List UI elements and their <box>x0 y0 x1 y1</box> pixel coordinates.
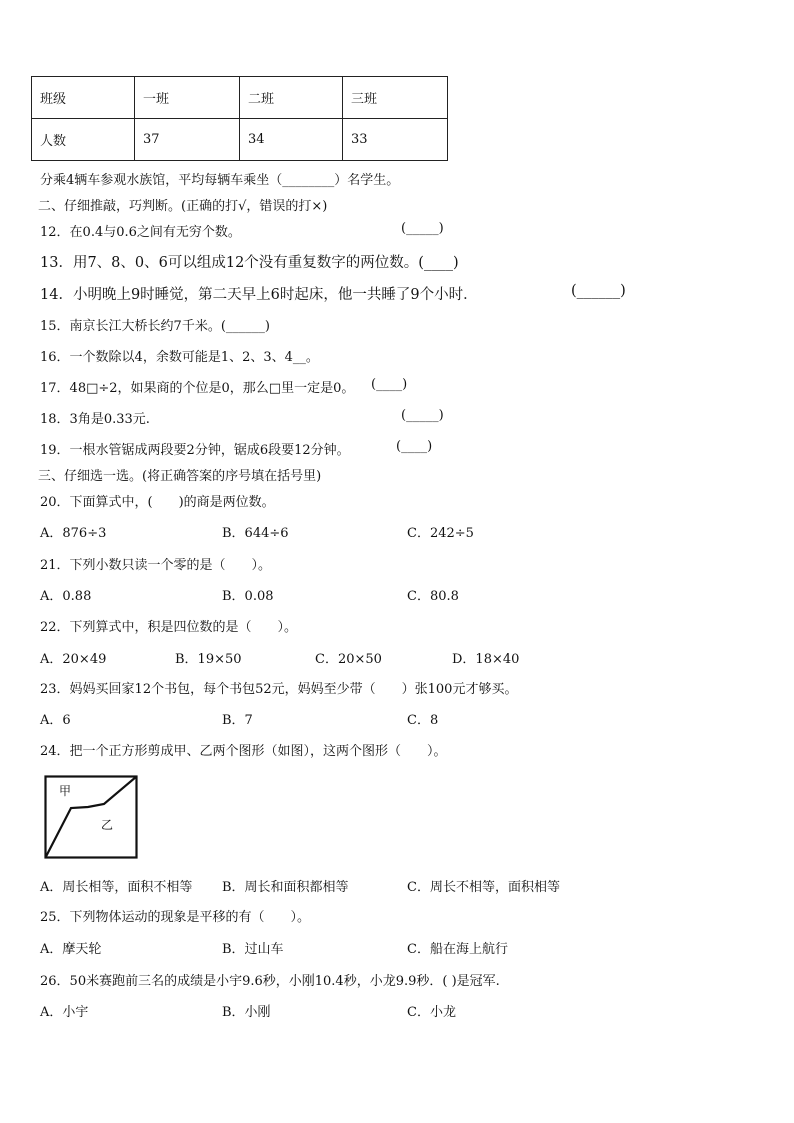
table-cell: 三班 <box>343 77 448 119</box>
option-c: C．船在海上航行 <box>407 942 508 957</box>
question-24: 24．把一个正方形剪成甲、乙两个图形（如图），这两个图形（ ）。 <box>40 744 447 759</box>
question-16: 16．一个数除以4，余数可能是1、2、3、4__。 <box>40 350 319 365</box>
label-yi: 乙 <box>101 818 114 832</box>
question-15: 15．南京长江大桥长约7千米。(______) <box>40 319 270 334</box>
question-13: 13．用7、8、0、6可以组成12个没有重复数字的两位数。(____) <box>40 255 459 271</box>
question-12: 12．在0.4与0.6之间有无穷个数。 <box>40 225 241 240</box>
option-c: C．20×50 <box>315 652 382 667</box>
answer-blank: (_____) <box>401 221 444 236</box>
option-c: C．小龙 <box>407 1005 456 1020</box>
question-22: 22．下列算式中，积是四位数的是（ ）。 <box>40 620 298 635</box>
option-b: B．周长和面积都相等 <box>222 880 349 895</box>
table-cell: 33 <box>343 119 448 161</box>
option-a: A．摩天轮 <box>40 942 102 957</box>
question-14: 14．小明晚上9时睡觉，第二天早上6时起床，他一共睡了9个小时． <box>40 287 478 303</box>
question-18: 18．3角是0.33元. <box>40 412 150 427</box>
answer-blank: (______) <box>571 283 626 299</box>
table-cell: 班级 <box>32 77 135 119</box>
class-size-table <box>31 76 448 161</box>
option-a: A．6 <box>40 713 71 728</box>
answer-blank: (____) <box>396 439 433 454</box>
answer-blank: (____) <box>371 377 408 392</box>
option-b: B．0.08 <box>222 589 274 604</box>
square-cut-figure <box>44 775 140 861</box>
question-20: 20．下面算式中，( )的商是两位数。 <box>40 495 275 510</box>
question-23: 23．妈妈买回家12个书包，每个书包52元，妈妈至少带（ ）张100元才够买。 <box>40 682 518 697</box>
option-a: A．小宇 <box>40 1005 89 1020</box>
table-cell: 37 <box>135 119 240 161</box>
section-3-title: 三、仔细选一选。(将正确答案的序号填在括号里) <box>38 469 322 484</box>
option-a: A．周长相等，面积不相等 <box>40 880 193 895</box>
option-c: C．周长不相等，面积相等 <box>407 880 560 895</box>
option-c: C．8 <box>407 713 439 728</box>
label-jia: 甲 <box>59 784 72 798</box>
option-b: B．7 <box>222 713 253 728</box>
option-c: C．80.8 <box>407 589 459 604</box>
section-2-title: 二、仔细推敲，巧判断。(正确的打√，错误的打×) <box>38 199 328 214</box>
option-c: C．242÷5 <box>407 526 474 541</box>
table-header-row <box>32 77 448 119</box>
question-25: 25．下列物体运动的现象是平移的有（ ）。 <box>40 910 311 925</box>
table-cell: 一班 <box>135 77 240 119</box>
table-cell: 人数 <box>32 119 135 161</box>
table-cell: 34 <box>240 119 343 161</box>
option-b: B．19×50 <box>175 652 242 667</box>
option-d: D．18×40 <box>452 652 520 667</box>
option-a: A．876÷3 <box>40 526 107 541</box>
option-b: B．过山车 <box>222 942 284 957</box>
answer-blank: (_____) <box>401 408 444 423</box>
option-a: A．0.88 <box>40 589 92 604</box>
question-26: 26．50米赛跑前三名的成绩是小宇9.6秒，小刚10.4秒，小龙9.9秒．( )是冠军. <box>40 974 500 989</box>
option-b: B．小刚 <box>222 1005 271 1020</box>
table-row <box>32 119 448 161</box>
option-a: A．20×49 <box>40 652 107 667</box>
option-b: B．644÷6 <box>222 526 289 541</box>
question-21: 21．下列小数只读一个零的是（ ）。 <box>40 558 272 573</box>
question-17: 17．48□÷2，如果商的个位是0，那么□里一定是0。 <box>40 381 355 396</box>
table-cell: 二班 <box>240 77 343 119</box>
question-19: 19．一根水管锯成两段要2分钟，锯成6段要12分钟。 <box>40 443 350 458</box>
question-11-tail: 分乘4辆车参观水族馆，平均每辆车乘坐（________）名学生。 <box>40 173 400 188</box>
